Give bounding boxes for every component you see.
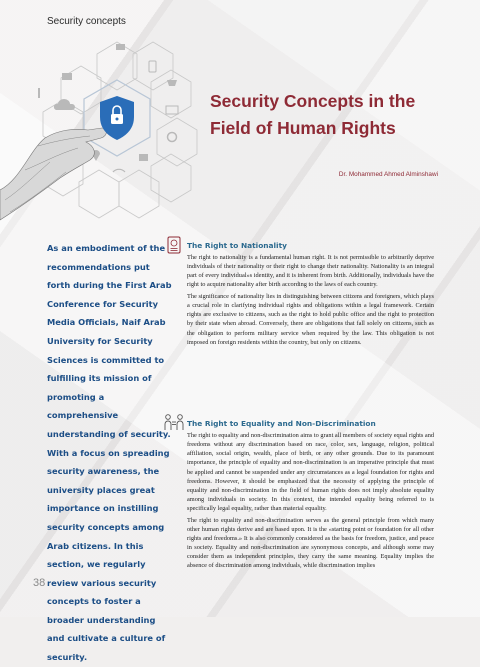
building-icon xyxy=(139,154,148,161)
gear-icon xyxy=(168,133,177,142)
passport-icon xyxy=(165,236,183,254)
sliders-icon xyxy=(38,88,40,98)
card-icon xyxy=(62,73,72,80)
section-title-equality: The Right to Equality and Non-Discrimination xyxy=(187,419,376,428)
mobile-icon xyxy=(149,61,156,72)
hand-wireframe xyxy=(0,128,106,220)
sidebar-quote-text: As an embodiment of the recommendations put forth during the First Arab Conference for Security Media Officials, Naif Arab University for Security Sciences is committed to fulfilling its mission of promoting a comprehensive understanding of security. With a focus on spreading security awareness, the university places great importance on instilling security concepts among Arab citizens. In this section, we regularly review various security concepts to foster a broader understanding and cultivate a culture of security. xyxy=(47,243,172,663)
page-number: 38 xyxy=(33,577,46,589)
section-label: Security concepts xyxy=(47,16,126,27)
section-body-nationality xyxy=(187,253,434,349)
wifi-icon xyxy=(113,169,125,172)
section-title-nationality: The Right to Nationality xyxy=(187,241,287,250)
paragraph: The significance of nationality lies in distinguishing between citizens and foreigners, which plays a crucial role in clarifying individual rights and obligations within a legal framework. Certain rights are exclusive to citizens, such as the right to hold public office and the right to protection by their state when abroad. Conversely, there are obligations that fall solely on citizens, such as the obligation to perform military service when required by the law. This obligation is not imposed on foreign residents within the country, but only on citizens. xyxy=(187,293,434,346)
paragraph: The right to equality and non-discrimination serves as the general principle from which many other human rights derive and are based upon. It is the «starting point or foundation for all other rights and freedoms.» It is also commonly considered as the basis for freedom, justice, and peace in society. Equality and non-discrimination are synonymous concepts, and although some may consider them as independent principles, they carry the same meaning. Equality implies the absence of discrimination among individuals, while discrimination implies xyxy=(187,516,434,570)
monitor-icon xyxy=(116,44,125,50)
sidebar-quote xyxy=(47,239,172,667)
cart-icon xyxy=(167,80,177,86)
laptop-icon xyxy=(166,106,178,114)
author-name: Dr. Mohammed Ahmed Alminshawi xyxy=(338,171,438,178)
article-title: Security Concepts in the Field of Human Rights xyxy=(210,91,416,138)
section-body-equality xyxy=(187,431,434,573)
people-equality-icon xyxy=(163,413,185,431)
paragraph: The right to nationality is a fundamental human right. It is not permissible to arbitrarily deprive individuals of their nationality or their right to change their nationality. Nationality is an integral part of every individual»s identity, and it is inherent from birth. Additionally, individuals have the right to acquire nationality after birth according to the laws of each country. xyxy=(187,254,434,289)
paragraph: The right to equality and non-discrimination aims to grant all members of society equal rights and freedoms without any discrimination based on race, color, sex, language, religion, political affiliation, social origin, wealth, place of birth, or any other grounds. Due to its paramount importance, the principle of equality and non-discrimination is an imperative principle that must be applied and cannot be suspended under any circumstances as a legal foundation for rights and freedoms. However, it should be emphasized that the necessity of applying the principle of equality and non-discrimination in the field of human rights does not imply absolute equality among individuals in society. In this context, the intended equality being referred to is specifically legal equality, rather than material equality. xyxy=(187,432,434,512)
cloud-icon xyxy=(54,99,75,110)
